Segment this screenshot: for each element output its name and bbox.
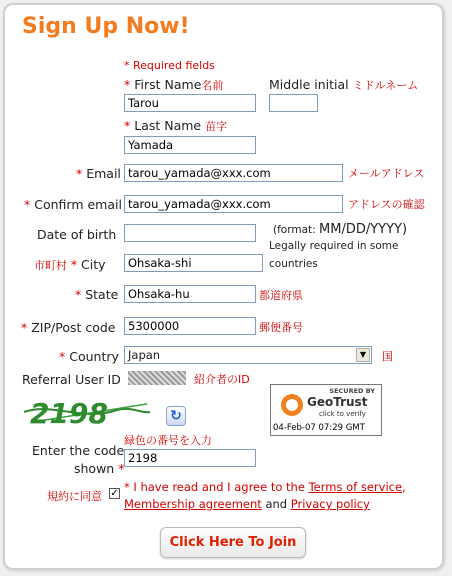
- state-label: * State: [75, 287, 119, 302]
- dob-note-1: Legally required in some: [269, 240, 399, 252]
- confirm-email-label: * Confirm email: [24, 197, 122, 212]
- first-name-input[interactable]: Tarou: [124, 94, 256, 112]
- email-input[interactable]: tarou_yamada@xxx.com: [124, 164, 343, 182]
- chevron-down-icon[interactable]: ▼: [356, 348, 370, 362]
- membership-link[interactable]: Membership agreement: [124, 497, 262, 511]
- captcha-image: [22, 392, 152, 430]
- page-title: Sign Up Now!: [22, 14, 190, 39]
- first-name-label: * First Name名前: [124, 77, 224, 92]
- captcha-jp: 緑色の番号を入力: [124, 434, 212, 447]
- captcha-label-1: Enter the code: [32, 443, 125, 458]
- last-name-label: * Last Name 苗字: [124, 118, 228, 133]
- geotrust-logo-icon: [281, 394, 303, 416]
- geotrust-seal[interactable]: [270, 384, 382, 436]
- middle-initial-input[interactable]: [269, 94, 318, 112]
- middle-initial-jp: ミドルネーム: [352, 79, 419, 92]
- geotrust-verify: click to verify: [319, 410, 366, 418]
- dob-label: Date of birth: [37, 227, 117, 242]
- required-note: * Required fields: [124, 59, 215, 72]
- middle-initial-label: Middle initial ミドルネーム: [269, 77, 419, 92]
- agree-checkbox[interactable]: ✓: [110, 488, 119, 499]
- dob-format: (format: MM/DD/YYYY): [273, 222, 408, 237]
- agree-line-1: * I have read and I agree to the Terms of service,: [124, 480, 406, 494]
- dob-note-2: countries: [269, 258, 318, 270]
- city-label: 市町村 * City: [34, 257, 106, 272]
- geotrust-brand: GeoTrust: [307, 395, 368, 409]
- last-name-jp: 苗字: [205, 120, 228, 133]
- zip-jp: 郵便番号: [259, 321, 303, 334]
- first-name-jp: 名前: [201, 79, 224, 92]
- terms-link[interactable]: Terms of service: [308, 480, 403, 494]
- referral-jp: 紹介者のID: [194, 373, 250, 386]
- email-jp: メールアドレス: [348, 167, 425, 180]
- refresh-captcha-icon[interactable]: ↻: [166, 406, 186, 426]
- privacy-link[interactable]: Privacy policy: [290, 497, 370, 511]
- confirm-email-input[interactable]: tarou_yamada@xxx.com: [124, 195, 343, 213]
- country-jp: 国: [382, 350, 393, 363]
- geotrust-secured-by: SECURED BY: [329, 387, 375, 395]
- state-jp: 都道府県: [259, 289, 303, 302]
- captcha-input[interactable]: 2198: [124, 449, 256, 467]
- agree-jp: 規約に同意: [47, 490, 102, 503]
- country-value: Japan: [128, 348, 161, 362]
- join-button[interactable]: Click Here To Join: [160, 527, 306, 558]
- state-input[interactable]: Ohsaka-hu: [124, 285, 256, 303]
- email-label: * Email: [76, 166, 121, 181]
- dob-input[interactable]: [124, 224, 256, 242]
- agree-line-2: Membership agreement and Privacy policy: [124, 497, 370, 511]
- country-select[interactable]: [124, 346, 372, 364]
- confirm-email-jp: アドレスの確認: [348, 198, 425, 211]
- captcha-label-2: shown *: [74, 461, 125, 476]
- city-input[interactable]: Ohsaka-shi: [124, 254, 263, 272]
- zip-label: * ZIP/Post code: [21, 320, 116, 335]
- referral-label: Referral User ID: [22, 372, 121, 387]
- country-label: * Country: [59, 349, 119, 364]
- captcha-text: 2198: [30, 397, 108, 430]
- last-name-input[interactable]: Yamada: [124, 136, 256, 154]
- geotrust-timestamp: 04-Feb-07 07:29 GMT: [273, 423, 365, 433]
- zip-input[interactable]: 5300000: [124, 317, 256, 335]
- referral-id-image: [128, 371, 186, 385]
